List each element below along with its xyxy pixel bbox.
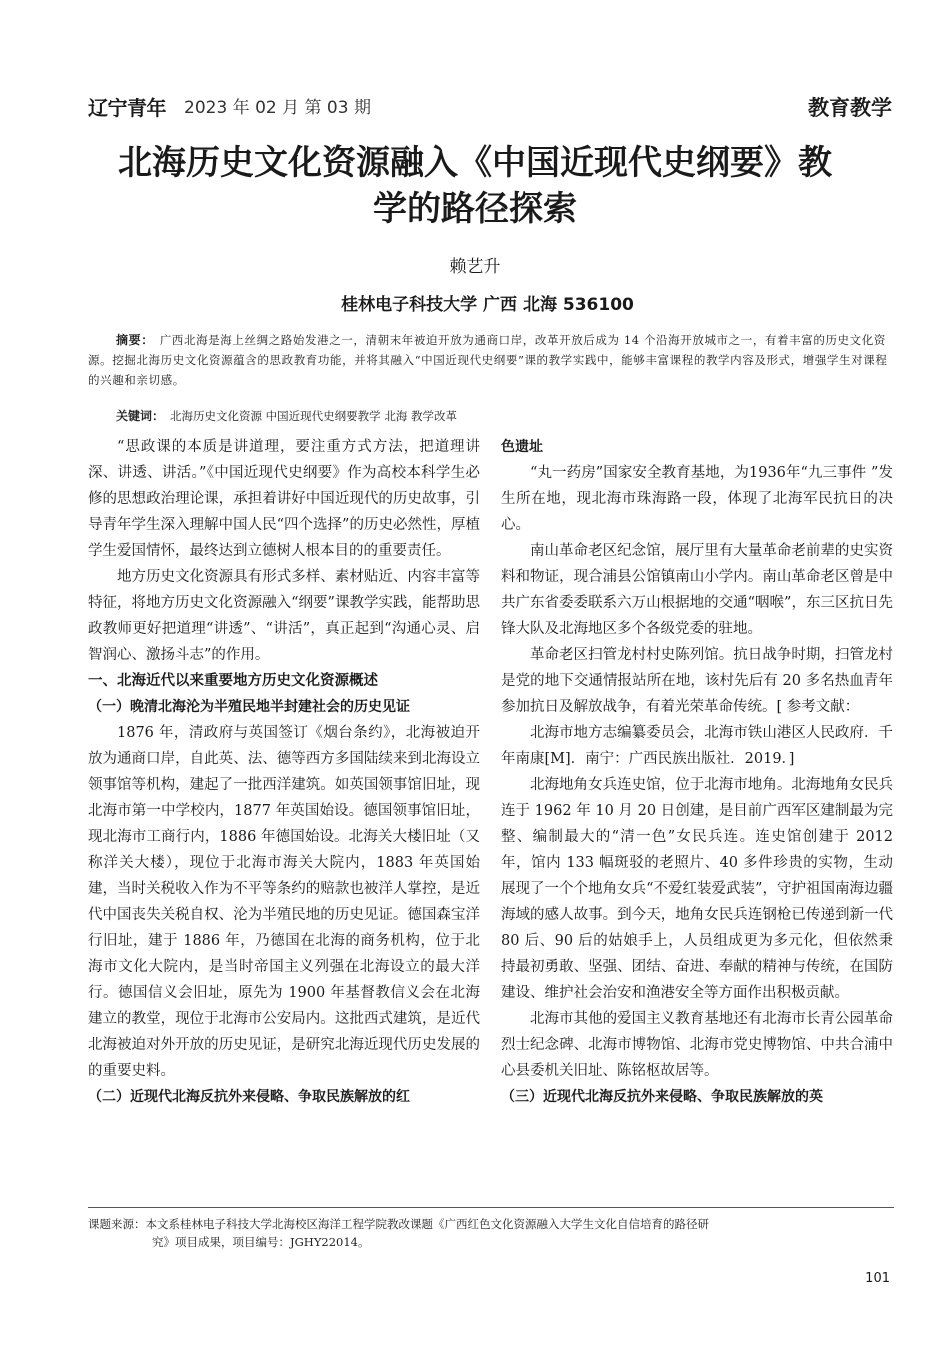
right-column	[501, 434, 893, 1110]
left-column	[88, 434, 480, 1110]
footnote	[88, 1215, 894, 1251]
running-header	[88, 92, 892, 120]
keywords	[88, 407, 894, 424]
section-name: 教育教学	[808, 96, 892, 120]
subsection-heading: （三）近现代北海反抗外来侵略、争取民族解放的英	[501, 1089, 823, 1105]
body-paragraph: 地方历史文化资源具有形式多样、素材贴近、内容丰富等特征，将地方历史文化资源融入“纲要”课教学实践，能帮助思政教师更好把道理“讲透”、“讲活”，真正起到“沟通心灵、启智润心、激扬斗志”的作用。	[88, 569, 480, 663]
author-name: 赖艺升	[449, 257, 501, 277]
body-paragraph: 北海市其他的爱国主义教育基地还有北海市长青公园革命烈士纪念碑、北海市博物馆、北海市党史博物馆、中共合浦中心县委机关旧址、陈铭枢故居等。	[501, 1011, 893, 1079]
body-paragraph: 革命老区扫管龙村村史陈列馆。抗日战争时期，扫管龙村是党的地下交通情报站所在地，该村先后有 20 多名热血青年参加抗日及解放战争，有着光荣革命传统。[ 参考文献：	[501, 647, 893, 715]
footnote-line: 究》项目成果，项目编号：JGHY22014。	[152, 1235, 370, 1249]
subsection-heading: （一）晚清北海沦为半殖民地半封建社会的历史见证	[88, 699, 410, 715]
title-line-1: 北海历史文化资源融入《中国近现代史纲要》教	[118, 143, 832, 183]
body-paragraph: “丸一药房”国家安全教育基地，为1936年“九三事件 ”发生所在地，现北海市珠海路一段，体现了北海军民抗日的决心。	[501, 465, 893, 533]
issue-date: 2023 年 02 月 第 03 期	[184, 98, 371, 118]
abstract-label: 摘要：	[116, 333, 154, 347]
footnote-divider	[88, 1207, 894, 1208]
keywords-label: 关键词：	[116, 409, 165, 423]
title-line-2: 学的路径探索	[373, 189, 577, 229]
journal-name: 辽宁青年	[88, 96, 166, 120]
author-affiliation: 桂林电子科技大学 广西 北海 536100	[341, 295, 634, 315]
abstract	[88, 330, 894, 390]
subsection-heading-continued: 色遗址	[501, 439, 543, 455]
body-paragraph: “思政课的本质是讲道理，要注重方式方法，把道理讲深、讲透、讲活。”《中国近现代史纲要》作为高校本科学生必修的思想政治理论课，承担着讲好中国近现代的历史故事，引导青年学生深入理解中国人民“四个选择”的历史必然性，厚植学生爱国情怀，最终达到立德树人根本目的的重要责任。	[88, 439, 480, 559]
reference-paragraph: 北海市地方志编纂委员会，北海市铁山港区人民政府．千年南康[M]．南宁：广西民族出版社．2019．]	[501, 725, 893, 767]
body-paragraph: 北海地角女兵连史馆，位于北海市地角。北海地角女民兵连于 1962 年 10 月 20 日创建，是目前广西军区建制最为完整、编制最大的“清一色”女民兵连。连史馆创建于 2012 年，馆内 133 幅斑驳的老照片、40 多件珍贵的实物，生动展现了一个个地角女兵“不爱红装爱武装”，守护祖国南海边疆海域的感人故事。到今天，地角女民兵连钢枪已传递到新一代 80 后、90 后的姑娘手上，人员组成更为多元化，但依然秉持最初勇敢、坚强、团结、奋进、奉献的精神与传统，在国防建设、维护社会治安和渔港安全等方面作出积极贡献。	[501, 777, 893, 1001]
footnote-line: 课题来源：本文系桂林电子科技大学北海校区海洋工程学院教改课题《广西红色文化资源融入大学生文化自信培育的路径研	[88, 1217, 709, 1231]
keywords-text: 北海历史文化资源 中国近现代史纲要教学 北海 教学改革	[170, 409, 457, 423]
article-title	[60, 140, 890, 232]
page-number: 101	[865, 1271, 890, 1286]
subsection-heading: （二）近现代北海反抗外来侵略、争取民族解放的红	[88, 1089, 410, 1105]
section-heading: 一、北海近代以来重要地方历史文化资源概述	[88, 673, 378, 689]
body-paragraph: 南山革命老区纪念馆，展厅里有大量革命老前辈的史实资料和物证，现合浦县公馆镇南山小学内。南山革命老区曾是中共广东省委委联系六万山根据地的交通“咽喉”，东三区抗日先锋大队及北海地区多个各级党委的驻地。	[501, 543, 893, 637]
abstract-text: 广西北海是海上丝绸之路始发港之一，清朝末年被迫开放为通商口岸，改革开放后成为 14 个沿海开放城市之一，有着丰富的历史文化资源。挖掘北海历史文化资源蕴含的思政教育功能，并将其融入“中国近现代史纲要”课的教学实践中，能够丰富课程的教学内容及形式，增强学生对课程的兴趣和亲切感。	[88, 333, 888, 387]
body-paragraph: 1876 年，清政府与英国签订《烟台条约》，北海被迫开放为通商口岸，自此英、法、德等西方多国陆续来到北海设立领事馆等机构，建起了一批西洋建筑。如英国领事馆旧址，现北海市第一中学校内，1877 年英国始设。德国领事馆旧址，现北海市工商行内，1886 年德国始设。北海关大楼旧址（又称洋关大楼），现位于北海市海关大院内，1883 年英国始建，当时关税收入作为不平等条约的赔款也被洋人掌控，是近代中国丧失关税自权、沦为半殖民地的历史见证。德国森宝洋行旧址，建于 1886 年，乃德国在北海的商务机构，位于北海市文化大院内，是当时帝国主义列强在北海设立的最大洋行。德国信义会旧址，原先为 1900 年基督教信义会在北海建立的教堂，现位于北海市公安局内。这批西式建筑，是近代北海被迫对外开放的历史见证，是研究北海近现代历史发展的的重要史料。	[88, 725, 480, 1079]
